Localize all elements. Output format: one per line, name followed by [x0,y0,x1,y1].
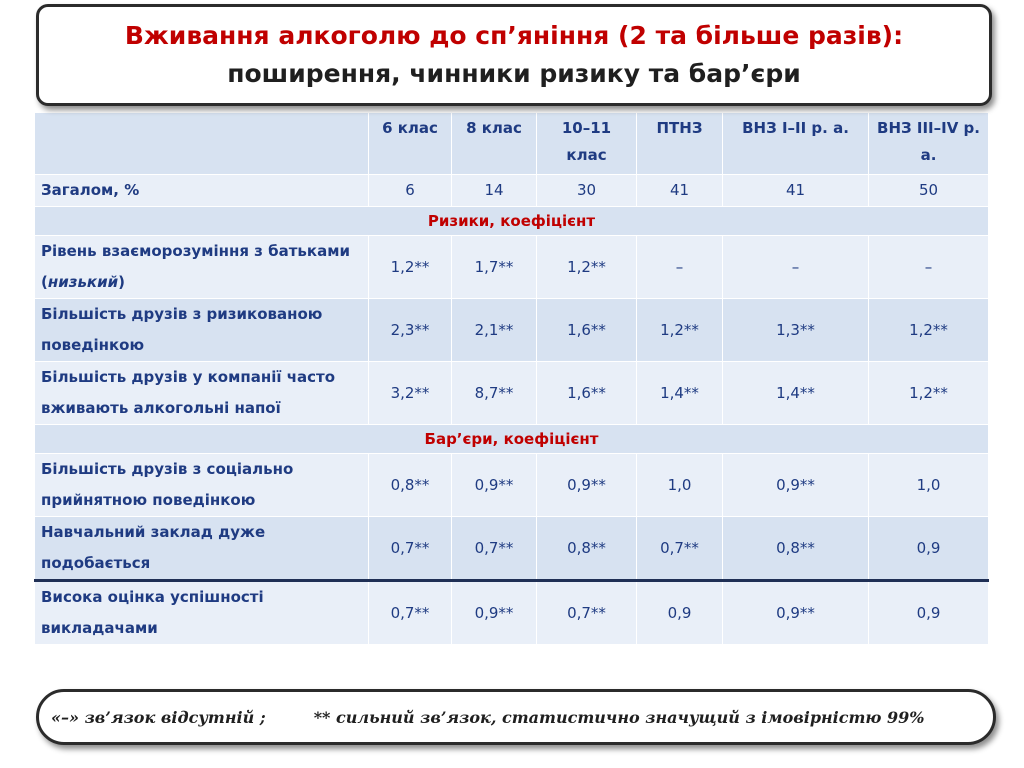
slide-title-line-2: поширення, чинники ризику та бар’єри [227,59,801,88]
footnote-no-relation: «–» зв’язок відсутній ; [51,707,266,727]
row-label-emphasis: низький [47,273,119,291]
column-header-vnz-3-4: ВНЗ ІІІ–ІV р. а. [869,113,989,175]
row-label-part: ) [118,273,125,291]
row-label: Більшість друзів з соціально прийнятною поведінкою [35,454,369,517]
table-cell: 14 [452,175,537,207]
table-cell: 50 [869,175,989,207]
table-cell: 0,9 [637,581,723,645]
table-cell: 1,4** [637,362,723,425]
table-cell: 2,1** [452,299,537,362]
row-label: Більшість друзів у компанії часто вживають алкогольні напої [35,362,369,425]
data-table [34,112,989,645]
table-row [35,362,989,425]
table-cell: 1,4** [723,362,869,425]
table-cell: 0,8** [369,454,452,517]
table-cell: 1,2** [869,362,989,425]
table-cell: 1,6** [537,362,637,425]
row-label: Загалом, % [35,175,369,207]
row-label [35,236,369,299]
column-header-8: 8 клас [452,113,537,175]
column-header-ptnz: ПТНЗ [637,113,723,175]
table-header-row [35,113,989,175]
table-cell: – [723,236,869,299]
table-cell: 1,6** [537,299,637,362]
footnote-strong-relation: ** сильний зв’язок, статистично значущий з імовірністю 99% [313,707,925,727]
table-cell: 1,7** [452,236,537,299]
table-row-overall [35,175,989,207]
table-cell: 0,7** [637,517,723,581]
table-cell: 0,9 [869,581,989,645]
table-row [35,454,989,517]
section-row-risks [35,207,989,236]
section-heading-risks: Ризики, коефіцієнт [35,207,989,236]
table-cell: 8,7** [452,362,537,425]
table-cell: 0,7** [369,581,452,645]
row-label-part: Рівень взаєморозуміння з батьками ( [41,242,350,291]
table-cell: 0,7** [369,517,452,581]
table-row [35,517,989,581]
table-cell: 1,2** [637,299,723,362]
table-cell: 0,8** [723,517,869,581]
table-cell: 0,9** [452,581,537,645]
footnote-box [36,689,996,745]
table-cell: 0,9 [869,517,989,581]
table-cell: 41 [637,175,723,207]
table-cell: 6 [369,175,452,207]
table-cell: 0,7** [452,517,537,581]
title-box [36,4,992,106]
section-row-barriers [35,425,989,454]
table-row [35,581,989,645]
table-cell: 30 [537,175,637,207]
column-header-10-11: 10–11 клас [537,113,637,175]
column-header-vnz-1-2: ВНЗ І–ІІ р. а. [723,113,869,175]
row-label: Висока оцінка успішності викладачами [35,581,369,645]
section-heading-barriers: Бар’єри, коефіцієнт [35,425,989,454]
table-cell: – [869,236,989,299]
table-row [35,299,989,362]
table-cell: 1,0 [869,454,989,517]
table-cell: 2,3** [369,299,452,362]
table-cell: 1,2** [369,236,452,299]
column-header-6: 6 клас [369,113,452,175]
slide-title-line-1: Вживання алкоголю до сп’яніння (2 та більше разів): [124,21,904,50]
table-cell: 0,7** [537,581,637,645]
table-cell: 41 [723,175,869,207]
table-cell: 0,8** [537,517,637,581]
table-cell: 0,9** [723,581,869,645]
header-corner-cell [35,113,369,175]
table-cell: 0,9** [723,454,869,517]
row-label: Більшість друзів з ризикованою поведінкою [35,299,369,362]
table-cell: 1,2** [869,299,989,362]
table-cell: – [637,236,723,299]
table-cell: 3,2** [369,362,452,425]
row-label: Навчальний заклад дуже подобається [35,517,369,581]
table-cell: 1,0 [637,454,723,517]
table-cell: 0,9** [452,454,537,517]
table-cell: 1,3** [723,299,869,362]
table-cell: 1,2** [537,236,637,299]
table-row [35,236,989,299]
table-cell: 0,9** [537,454,637,517]
